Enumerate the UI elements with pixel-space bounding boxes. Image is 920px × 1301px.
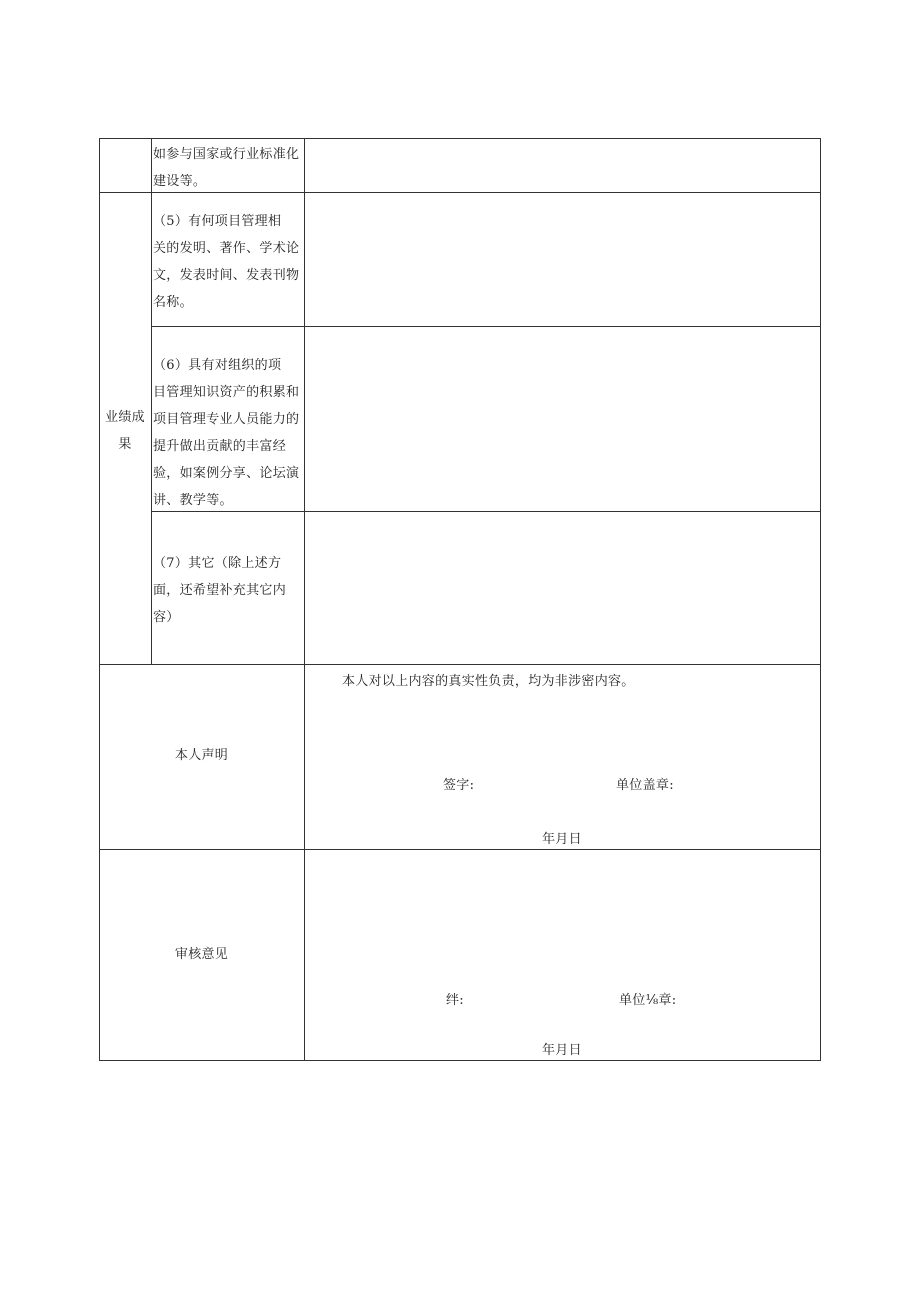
declaration-statement: 本人对以上内容的真实性负责，均为非涉密内容。 (342, 674, 635, 689)
item-text-6: （6）具有对组织的项 目管理知识资产的积累和 项目管理专业人员能力的 提升做出贡献的丰富经 验，如案例分享、论坛演 讲、教学等。 (153, 358, 300, 508)
item-text-7: （7）其它（除上述方 面，还希望补充其它内 容） (153, 556, 287, 625)
table-border-bottom (99, 1060, 821, 1061)
row-divider (99, 664, 821, 665)
review-signature-field[interactable] (478, 989, 598, 1013)
review-seal-label: 单位⅛章: (619, 993, 677, 1008)
review-seal-field[interactable] (680, 989, 810, 1013)
declaration-label: 本人声明 (174, 748, 229, 763)
review-signature-label: 绊: (446, 993, 464, 1008)
review-label: 审核意见 (174, 947, 229, 962)
table-border-right (820, 138, 821, 1061)
date-label: 年月日 (542, 832, 582, 847)
answer-cell[interactable] (305, 327, 820, 511)
signature-label: 签字: (443, 778, 475, 793)
column-divider (151, 138, 152, 665)
table-border-left (99, 138, 100, 1061)
seal-label: 单位盖章: (616, 778, 674, 793)
review-date-label: 年月日 (542, 1043, 582, 1058)
seal-field[interactable] (680, 774, 810, 798)
item-text-standardization: 如参与国家或行业标准化 建设等。 (153, 147, 300, 189)
signature-field[interactable] (478, 774, 598, 798)
answer-cell[interactable] (305, 512, 820, 664)
answer-cell[interactable] (305, 139, 820, 192)
category-label-achievements: 业绩成 果 (105, 410, 145, 452)
item-text-5: （5）有何项目管理相 关的发明、著作、学术论 文，发表时间、发表刊物 名称。 (153, 214, 300, 310)
answer-cell[interactable] (305, 193, 820, 326)
review-opinion-field[interactable] (305, 850, 820, 980)
